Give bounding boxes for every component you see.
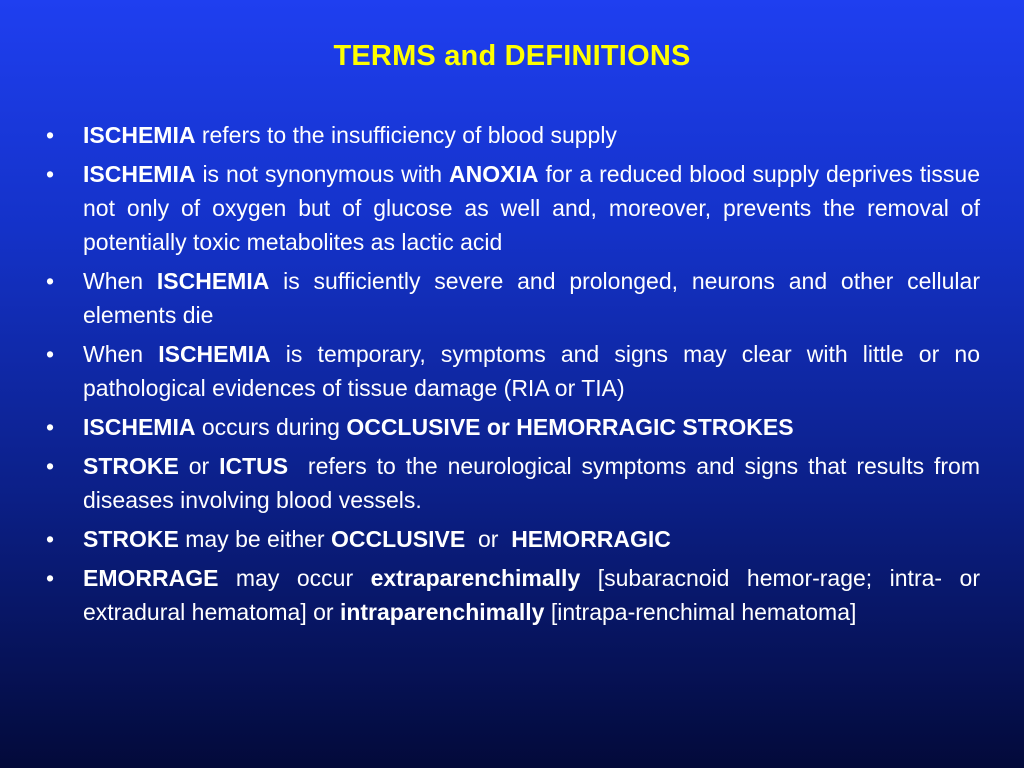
bullet-text: refers to the neurological symptoms and signs that results from diseases involving blood vessels.	[83, 453, 987, 513]
bullet-term: HEMORRAGIC	[511, 526, 671, 552]
bullet-term: OCCLUSIVE	[330, 526, 466, 552]
bullet-dot-icon: •	[45, 414, 55, 440]
bullet-item	[40, 337, 987, 405]
bullet-term: intraparenchimally	[339, 599, 545, 625]
slide-title: TERMS and DEFINITIONS	[333, 40, 691, 72]
bullet-text: or	[465, 526, 512, 552]
bullet-text: may occur	[218, 565, 371, 591]
bullet-term: STROKE	[83, 526, 179, 552]
bullet-term: ISCHEMIA	[83, 161, 196, 187]
bullet-item	[40, 410, 980, 444]
bullet-term: ISCHEMIA	[83, 122, 196, 148]
bullet-text: occurs during	[195, 414, 347, 440]
bullet-term: ISCHEMIA	[156, 268, 270, 294]
bullet-term: EMORRAGE	[83, 565, 219, 591]
bullet-term: ISCHEMIA	[158, 341, 271, 367]
bullet-item	[40, 118, 980, 152]
bullet-list	[40, 118, 987, 634]
bullet-text: for a reduced blood supply deprives tissue not only of oxygen but of glucose as well and, moreover, prevents the removal of potentially toxic metabolites as lactic acid	[83, 161, 987, 255]
bullet-text: When	[83, 268, 157, 294]
bullet-term: ICTUS	[219, 453, 289, 479]
bullet-text: [intrapa-renchimal hematoma]	[544, 599, 857, 625]
bullet-item	[40, 522, 980, 556]
bullet-item	[40, 264, 987, 332]
bullet-dot-icon: •	[45, 341, 55, 367]
bullet-text: or	[178, 453, 220, 479]
bullet-text: is temporary, symptoms and signs may clear with little or no pathological evidences of tissue damage (RIA or TIA)	[83, 341, 987, 401]
bullet-dot-icon: •	[45, 453, 55, 479]
bullet-text: may be either	[178, 526, 331, 552]
bullet-dot-icon: •	[45, 161, 55, 187]
bullet-item	[40, 157, 987, 259]
bullet-text: refers to the insufficiency of blood supply	[195, 122, 617, 148]
bullet-item	[40, 561, 987, 629]
bullet-term: OCCLUSIVE or HEMORRAGIC STROKES	[346, 414, 794, 440]
bullet-dot-icon: •	[45, 565, 55, 591]
bullet-dot-icon: •	[45, 526, 55, 552]
bullet-text: is not synonymous with	[195, 161, 450, 187]
bullet-text: When	[83, 341, 159, 367]
bullet-term: extraparenchimally	[370, 565, 581, 591]
bullet-text: is sufficiently severe and prolonged, neurons and other cellular elements die	[83, 268, 987, 328]
bullet-text: [subaracnoid hemor-rage; intra- or extradural hematoma] or	[83, 565, 987, 625]
bullet-term: STROKE	[83, 453, 179, 479]
bullet-dot-icon: •	[45, 268, 55, 294]
bullet-item	[40, 449, 987, 517]
bullet-term: ANOXIA	[449, 161, 539, 187]
bullet-dot-icon: •	[45, 122, 55, 148]
bullet-term: ISCHEMIA	[83, 414, 196, 440]
